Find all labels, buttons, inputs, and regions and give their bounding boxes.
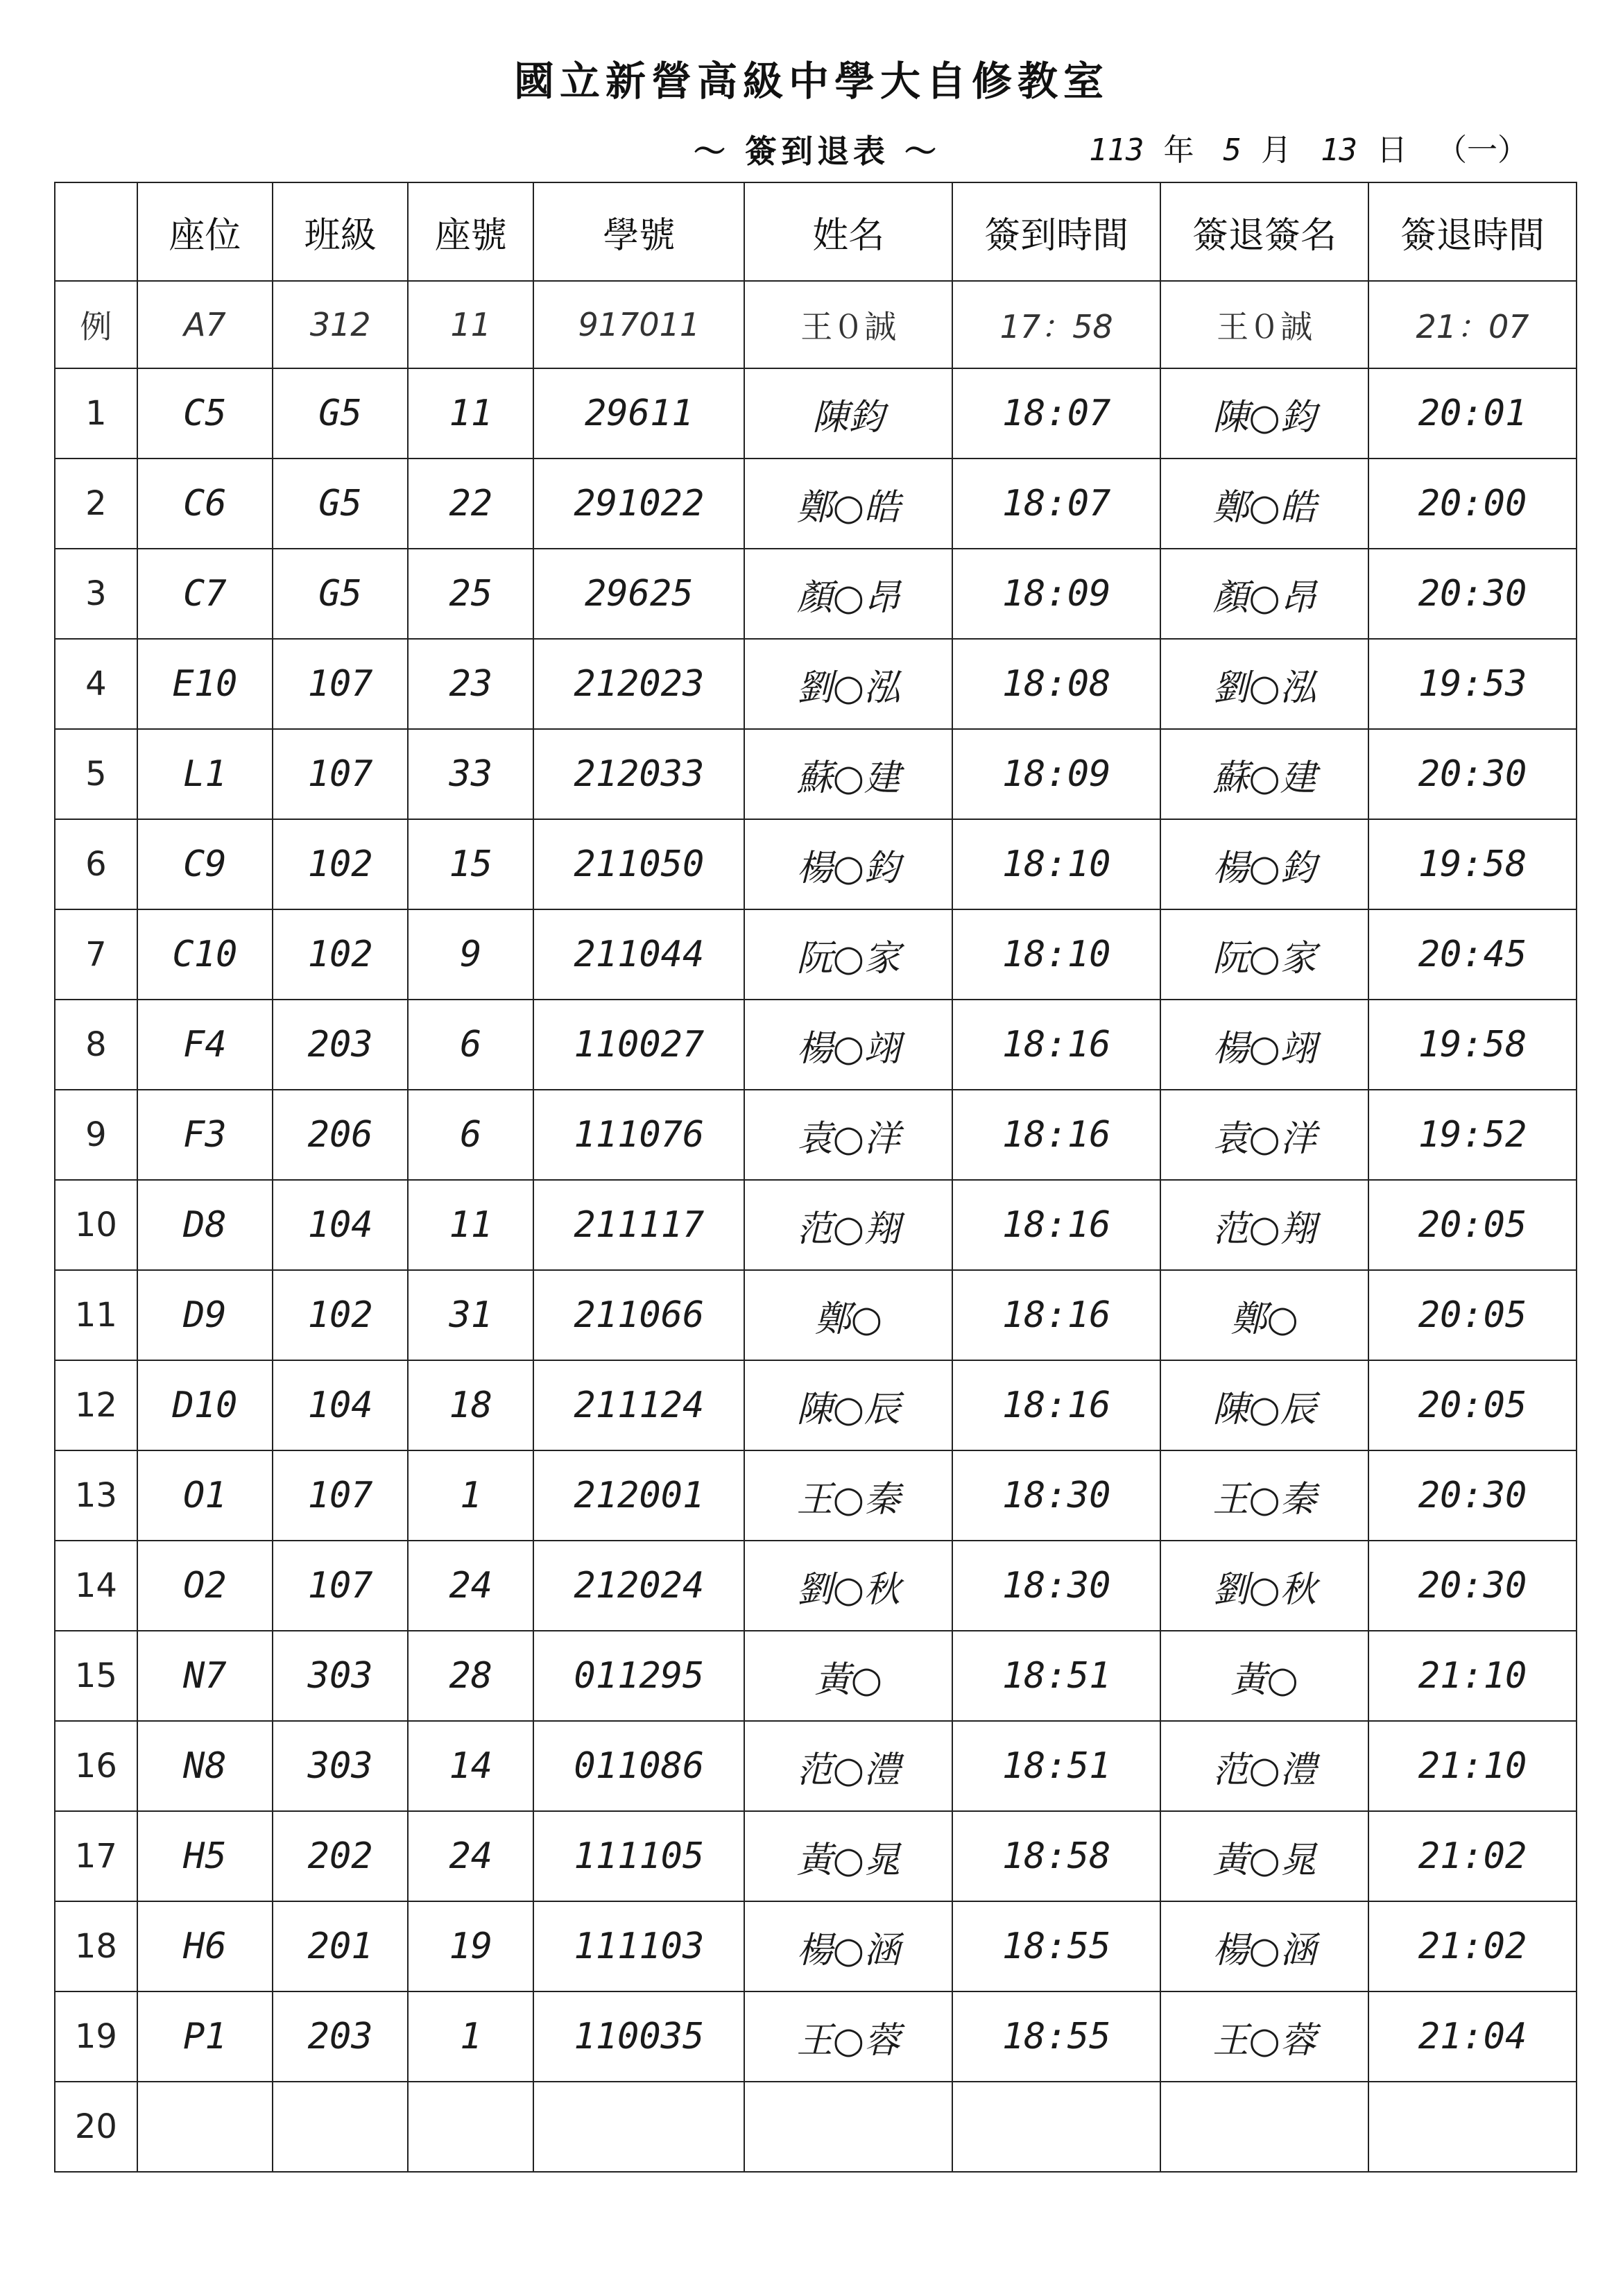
sign-in-time-cell: 18:09 (952, 729, 1160, 819)
class-cell: 201 (273, 1901, 408, 1991)
name-cell: 陳鈞 (744, 368, 952, 459)
seat-cell: F4 (137, 1000, 273, 1090)
sign-out-time-cell: 21:02 (1368, 1901, 1577, 1991)
name-cell: 劉○泓 (744, 639, 952, 729)
date-line (1089, 125, 1547, 169)
student-id-cell: 291022 (533, 459, 744, 549)
sign-out-name-cell: 楊○涵 (1160, 1901, 1368, 1991)
sign-out-name-cell: 范○翔 (1160, 1180, 1368, 1270)
sign-in-time-cell: 18:30 (952, 1541, 1160, 1631)
seat-cell: D10 (137, 1360, 273, 1450)
sign-in-time-cell: 18:51 (952, 1631, 1160, 1721)
name-cell: 鄭○皓 (744, 459, 952, 549)
date-year: 113 (1089, 132, 1144, 168)
sign-out-time-cell: 20:30 (1368, 729, 1577, 819)
name-cell: 鄭○ (744, 1270, 952, 1360)
row-number: 19 (55, 1991, 137, 2082)
row-number: 16 (55, 1721, 137, 1811)
col-header-index (55, 182, 137, 281)
col-header-seat-no: 座號 (408, 182, 533, 281)
col-header-name: 姓名 (744, 182, 952, 281)
date-day-unit: 日 (1376, 132, 1407, 168)
sign-out-name-cell: 鄭○ (1160, 1270, 1368, 1360)
sign-out-name-cell: 蘇○建 (1160, 729, 1368, 819)
col-header-class: 班級 (273, 182, 408, 281)
sign-out-name-cell: 阮○家 (1160, 909, 1368, 1000)
seat-no-cell: 15 (408, 819, 533, 909)
seat-no-cell: 22 (408, 459, 533, 549)
seat-cell: L1 (137, 729, 273, 819)
sign-in-time-cell: 18:07 (952, 368, 1160, 459)
table-row (55, 1991, 1577, 2082)
sign-in-time-cell: 18:10 (952, 819, 1160, 909)
class-cell: G5 (273, 368, 408, 459)
table-row (55, 909, 1577, 1000)
sign-in-time-cell: 18:55 (952, 1901, 1160, 1991)
sign-in-time-cell: 18:10 (952, 909, 1160, 1000)
sign-out-time-cell: 21:10 (1368, 1721, 1577, 1811)
student-id-cell: 211124 (533, 1360, 744, 1450)
table-row (55, 368, 1577, 459)
class-cell: 102 (273, 1270, 408, 1360)
seat-no-cell: 11 (408, 368, 533, 459)
sign-out-time-cell: 20:05 (1368, 1360, 1577, 1450)
sign-in-table (54, 182, 1577, 2173)
sign-out-name-cell (1160, 2082, 1368, 2172)
sign-out-time-cell: 19:52 (1368, 1090, 1577, 1180)
student-id-cell: 111076 (533, 1090, 744, 1180)
date-weekday: （一） (1436, 132, 1528, 168)
student-id-cell: 111103 (533, 1901, 744, 1991)
row-number: 6 (55, 819, 137, 909)
seat-cell: P1 (137, 1991, 273, 2082)
sign-out-name-cell: 劉○泓 (1160, 639, 1368, 729)
seat-no-cell: 28 (408, 1631, 533, 1721)
table-row (55, 549, 1577, 639)
col-header-sign-out-time: 簽退時間 (1368, 182, 1577, 281)
sign-in-time-cell: 18:51 (952, 1721, 1160, 1811)
student-id-cell: 212001 (533, 1450, 744, 1541)
col-header-sign-in-time: 簽到時間 (952, 182, 1160, 281)
name-cell: 阮○家 (744, 909, 952, 1000)
table-row (55, 1270, 1577, 1360)
row-number: 9 (55, 1090, 137, 1180)
seat-cell: N7 (137, 1631, 273, 1721)
seat-cell: E10 (137, 639, 273, 729)
sign-out-name-cell: 楊○鈞 (1160, 819, 1368, 909)
sign-in-time-cell: 18:55 (952, 1991, 1160, 2082)
class-cell: 303 (273, 1631, 408, 1721)
example-class: 312 (273, 281, 408, 368)
name-cell (744, 2082, 952, 2172)
row-number: 14 (55, 1541, 137, 1631)
seat-cell: D8 (137, 1180, 273, 1270)
seat-no-cell: 18 (408, 1360, 533, 1450)
table-row (55, 1090, 1577, 1180)
seat-no-cell: 24 (408, 1811, 533, 1901)
name-cell: 袁○洋 (744, 1090, 952, 1180)
example-label: 例 (55, 281, 137, 368)
sign-out-time-cell: 20:05 (1368, 1270, 1577, 1360)
seat-cell: O2 (137, 1541, 273, 1631)
student-id-cell: 29611 (533, 368, 744, 459)
header-row (55, 182, 1577, 281)
table-row (55, 729, 1577, 819)
row-number: 10 (55, 1180, 137, 1270)
row-number: 12 (55, 1360, 137, 1450)
student-id-cell: 29625 (533, 549, 744, 639)
col-header-sign-out-name: 簽退簽名 (1160, 182, 1368, 281)
example-student-id: 917011 (533, 281, 744, 368)
seat-cell: C5 (137, 368, 273, 459)
sign-out-time-cell: 19:58 (1368, 1000, 1577, 1090)
name-cell: 黃○ (744, 1631, 952, 1721)
sign-out-name-cell: 范○澧 (1160, 1721, 1368, 1811)
seat-no-cell: 1 (408, 1450, 533, 1541)
student-id-cell: 110027 (533, 1000, 744, 1090)
table-row (55, 1541, 1577, 1631)
page-title: 國立新營高級中學大自修教室 (513, 58, 1109, 105)
sign-out-time-cell: 19:58 (1368, 819, 1577, 909)
col-header-seat: 座位 (137, 182, 273, 281)
sign-in-time-cell: 18:16 (952, 1270, 1160, 1360)
class-cell: 203 (273, 1000, 408, 1090)
seat-cell: F3 (137, 1090, 273, 1180)
student-id-cell: 011295 (533, 1631, 744, 1721)
seat-cell: H6 (137, 1901, 273, 1991)
seat-cell: C10 (137, 909, 273, 1000)
student-id-cell: 211044 (533, 909, 744, 1000)
sign-out-name-cell: 袁○洋 (1160, 1090, 1368, 1180)
sign-in-time-cell: 18:16 (952, 1180, 1160, 1270)
seat-no-cell: 24 (408, 1541, 533, 1631)
table-row (55, 1901, 1577, 1991)
seat-no-cell: 9 (408, 909, 533, 1000)
sign-in-time-cell: 18:16 (952, 1360, 1160, 1450)
name-cell: 范○澧 (744, 1721, 952, 1811)
table-row (55, 1450, 1577, 1541)
name-cell: 王○秦 (744, 1450, 952, 1541)
col-header-student-id: 學號 (533, 182, 744, 281)
class-cell: 107 (273, 1450, 408, 1541)
class-cell: 107 (273, 729, 408, 819)
sign-out-name-cell: 王○蓉 (1160, 1991, 1368, 2082)
class-cell: 203 (273, 1991, 408, 2082)
table-row (55, 639, 1577, 729)
class-cell: 206 (273, 1090, 408, 1180)
sign-out-name-cell: 顏○昂 (1160, 549, 1368, 639)
sign-out-time-cell: 20:30 (1368, 549, 1577, 639)
seat-no-cell: 33 (408, 729, 533, 819)
sign-in-time-cell: 18:07 (952, 459, 1160, 549)
name-cell: 王○蓉 (744, 1991, 952, 2082)
name-cell: 楊○涵 (744, 1901, 952, 1991)
table-row (55, 819, 1577, 909)
example-sign-out: 21：07 (1368, 281, 1577, 368)
page-subtitle: ～ 簽到退表 ～ (694, 132, 941, 170)
row-number: 8 (55, 1000, 137, 1090)
seat-no-cell: 6 (408, 1090, 533, 1180)
name-cell: 陳○辰 (744, 1360, 952, 1450)
date-day: 13 (1320, 132, 1357, 168)
sign-out-time-cell: 20:30 (1368, 1541, 1577, 1631)
sign-out-time-cell: 20:05 (1368, 1180, 1577, 1270)
seat-cell: C7 (137, 549, 273, 639)
table-row (55, 1811, 1577, 1901)
seat-cell: C9 (137, 819, 273, 909)
name-cell: 顏○昂 (744, 549, 952, 639)
date-year-unit: 年 (1163, 132, 1194, 168)
example-seat-no: 11 (408, 281, 533, 368)
seat-cell: C6 (137, 459, 273, 549)
seat-no-cell: 19 (408, 1901, 533, 1991)
example-sign-out-name: 王０誠 (1160, 281, 1368, 368)
example-row (55, 281, 1577, 368)
table-row (55, 459, 1577, 549)
example-sign-in: 17：58 (952, 281, 1160, 368)
student-id-cell: 212024 (533, 1541, 744, 1631)
sign-out-time-cell: 20:30 (1368, 1450, 1577, 1541)
name-cell: 楊○翊 (744, 1000, 952, 1090)
class-cell (273, 2082, 408, 2172)
student-id-cell: 212023 (533, 639, 744, 729)
row-number: 17 (55, 1811, 137, 1901)
student-id-cell (533, 2082, 744, 2172)
seat-no-cell: 1 (408, 1991, 533, 2082)
date-month: 5 (1223, 132, 1242, 168)
table-row (55, 1000, 1577, 1090)
class-cell: 102 (273, 819, 408, 909)
sign-out-name-cell: 黃○晁 (1160, 1811, 1368, 1901)
sign-in-time-cell: 18:09 (952, 549, 1160, 639)
name-cell: 范○翔 (744, 1180, 952, 1270)
table-row (55, 1721, 1577, 1811)
table-row (55, 1180, 1577, 1270)
sign-out-name-cell: 楊○翊 (1160, 1000, 1368, 1090)
row-number: 4 (55, 639, 137, 729)
table-row (55, 1631, 1577, 1721)
seat-cell (137, 2082, 273, 2172)
student-id-cell: 211050 (533, 819, 744, 909)
sign-out-time-cell (1368, 2082, 1577, 2172)
sign-out-time-cell: 20:00 (1368, 459, 1577, 549)
class-cell: 202 (273, 1811, 408, 1901)
seat-cell: D9 (137, 1270, 273, 1360)
row-number: 20 (55, 2082, 137, 2172)
row-number: 7 (55, 909, 137, 1000)
sign-in-time-cell: 18:16 (952, 1000, 1160, 1090)
sign-out-time-cell: 20:45 (1368, 909, 1577, 1000)
sign-in-time-cell: 18:58 (952, 1811, 1160, 1901)
sign-in-time-cell: 18:08 (952, 639, 1160, 729)
class-cell: 104 (273, 1360, 408, 1450)
sign-out-time-cell: 21:02 (1368, 1811, 1577, 1901)
seat-no-cell: 14 (408, 1721, 533, 1811)
sign-out-name-cell: 劉○秋 (1160, 1541, 1368, 1631)
class-cell: 104 (273, 1180, 408, 1270)
seat-no-cell: 6 (408, 1000, 533, 1090)
seat-no-cell: 11 (408, 1180, 533, 1270)
sign-in-time-cell (952, 2082, 1160, 2172)
seat-no-cell: 25 (408, 549, 533, 639)
seat-no-cell: 31 (408, 1270, 533, 1360)
seat-cell: N8 (137, 1721, 273, 1811)
seat-no-cell (408, 2082, 533, 2172)
name-cell: 蘇○建 (744, 729, 952, 819)
sign-in-time-cell: 18:16 (952, 1090, 1160, 1180)
sign-out-time-cell: 19:53 (1368, 639, 1577, 729)
class-cell: 102 (273, 909, 408, 1000)
row-number: 3 (55, 549, 137, 639)
example-name: 王０誠 (744, 281, 952, 368)
student-id-cell: 211117 (533, 1180, 744, 1270)
seat-no-cell: 23 (408, 639, 533, 729)
table-row (55, 2082, 1577, 2172)
student-id-cell: 211066 (533, 1270, 744, 1360)
row-number: 13 (55, 1450, 137, 1541)
class-cell: 303 (273, 1721, 408, 1811)
seat-cell: H5 (137, 1811, 273, 1901)
name-cell: 楊○鈞 (744, 819, 952, 909)
class-cell: 107 (273, 639, 408, 729)
row-number: 15 (55, 1631, 137, 1721)
sign-out-time-cell: 21:04 (1368, 1991, 1577, 2082)
row-number: 5 (55, 729, 137, 819)
class-cell: G5 (273, 549, 408, 639)
example-seat: A7 (137, 281, 273, 368)
class-cell: 107 (273, 1541, 408, 1631)
sign-out-name-cell: 陳○辰 (1160, 1360, 1368, 1450)
student-id-cell: 111105 (533, 1811, 744, 1901)
student-id-cell: 011086 (533, 1721, 744, 1811)
row-number: 2 (55, 459, 137, 549)
row-number: 1 (55, 368, 137, 459)
class-cell: G5 (273, 459, 408, 549)
sign-out-name-cell: 陳○鈞 (1160, 368, 1368, 459)
table-row (55, 1360, 1577, 1450)
sign-out-time-cell: 20:01 (1368, 368, 1577, 459)
name-cell: 黃○晁 (744, 1811, 952, 1901)
sign-out-name-cell: 鄭○皓 (1160, 459, 1368, 549)
sign-out-time-cell: 21:10 (1368, 1631, 1577, 1721)
row-number: 11 (55, 1270, 137, 1360)
seat-cell: O1 (137, 1450, 273, 1541)
row-number: 18 (55, 1901, 137, 1991)
student-id-cell: 110035 (533, 1991, 744, 2082)
sign-out-name-cell: 黃○ (1160, 1631, 1368, 1721)
student-id-cell: 212033 (533, 729, 744, 819)
sign-in-time-cell: 18:30 (952, 1450, 1160, 1541)
sign-out-name-cell: 王○秦 (1160, 1450, 1368, 1541)
name-cell: 劉○秋 (744, 1541, 952, 1631)
date-month-unit: 月 (1260, 132, 1291, 168)
